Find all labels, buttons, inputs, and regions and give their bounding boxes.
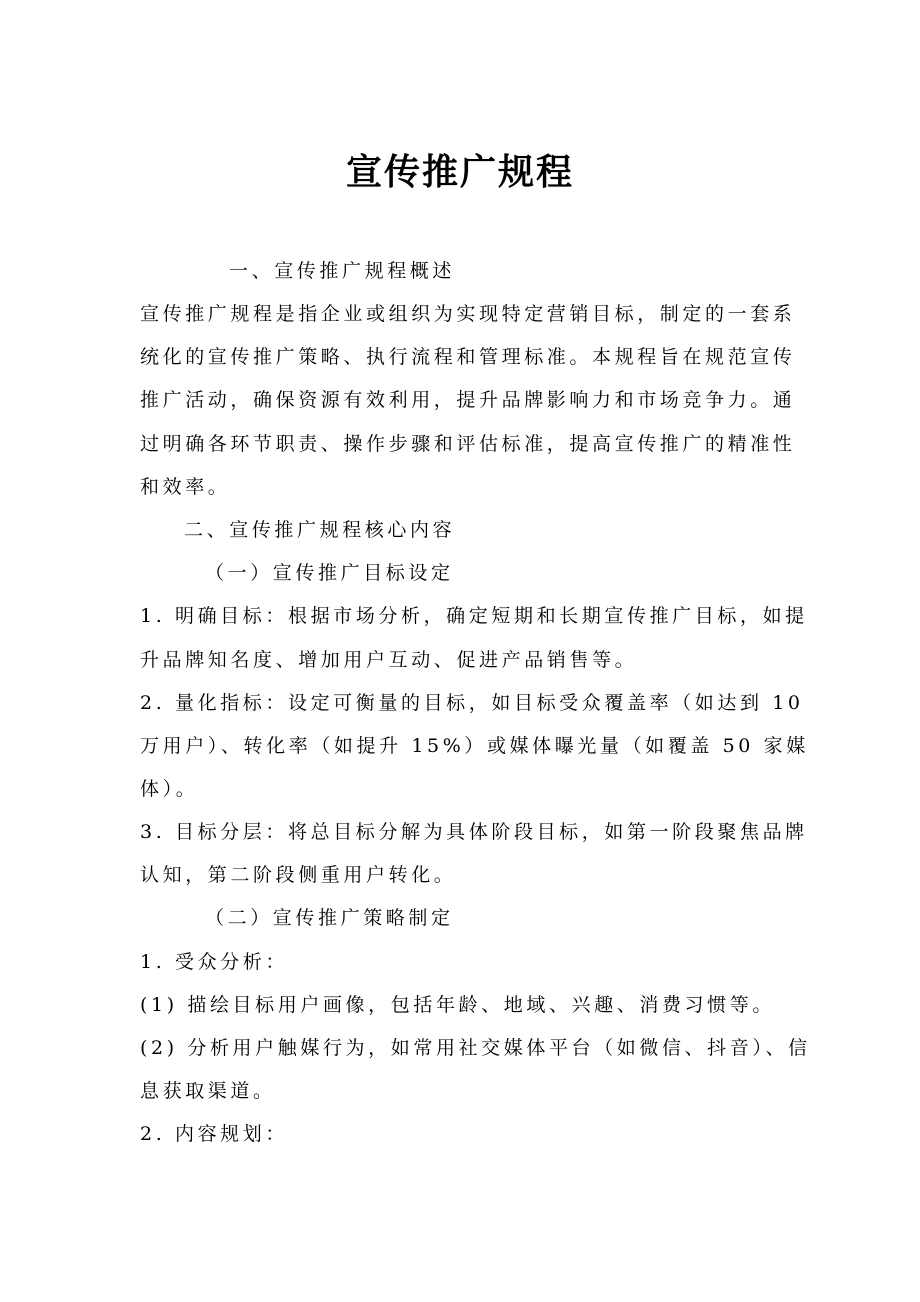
list-line: 升品牌知名度、增加用户互动、促进产品销售等。: [140, 649, 638, 671]
list-line: 3. 目标分层：将总目标分解为具体阶段目标，如第一阶段聚焦品牌: [140, 821, 808, 843]
list-line: 1. 受众分析：: [140, 951, 288, 973]
list-line: 万用户）、转化率（如提升 15%）或媒体曝光量（如覆盖 50 家媒: [140, 735, 809, 757]
section-heading-overview: 一、宣传推广规程概述: [229, 260, 456, 282]
list-line: 1. 明确目标：根据市场分析，确定短期和长期宣传推广目标，如提: [140, 605, 808, 627]
list-line: (2) 分析用户触媒行为，如常用社交媒体平台（如微信、抖音）、信: [140, 1037, 811, 1059]
list-line: (1) 描绘目标用户画像，包括年龄、地域、兴趣、消费习惯等。: [140, 994, 775, 1016]
section-heading-core-content: 二、宣传推广规程核心内容: [184, 519, 456, 541]
paragraph-line: 过明确各环节职责、操作步骤和评估标准，提高宣传推广的精准性: [140, 433, 796, 455]
list-line: 认知，第二阶段侧重用户转化。: [140, 864, 457, 886]
subsection-heading-strategy: （二）宣传推广策略制定: [205, 907, 454, 929]
list-line: 体）。: [140, 778, 199, 800]
paragraph-line: 推广活动，确保资源有效利用，提升品牌影响力和市场竞争力。通: [140, 389, 796, 411]
paragraph-line: 和效率。: [140, 476, 231, 498]
document-title: 宣传推广规程: [345, 152, 574, 193]
list-line: 息获取渠道。: [140, 1080, 276, 1102]
paragraph-line: 统化的宣传推广策略、执行流程和管理标准。本规程旨在规范宣传: [140, 346, 796, 368]
list-line: 2. 量化指标：设定可衡量的目标，如目标受众覆盖率（如达到 10: [140, 692, 804, 714]
list-line: 2. 内容规划：: [140, 1123, 288, 1145]
paragraph-line: 宣传推广规程是指企业或组织为实现特定营销目标，制定的一套系: [140, 303, 796, 325]
subsection-heading-goal-setting: （一）宣传推广目标设定: [205, 562, 454, 584]
